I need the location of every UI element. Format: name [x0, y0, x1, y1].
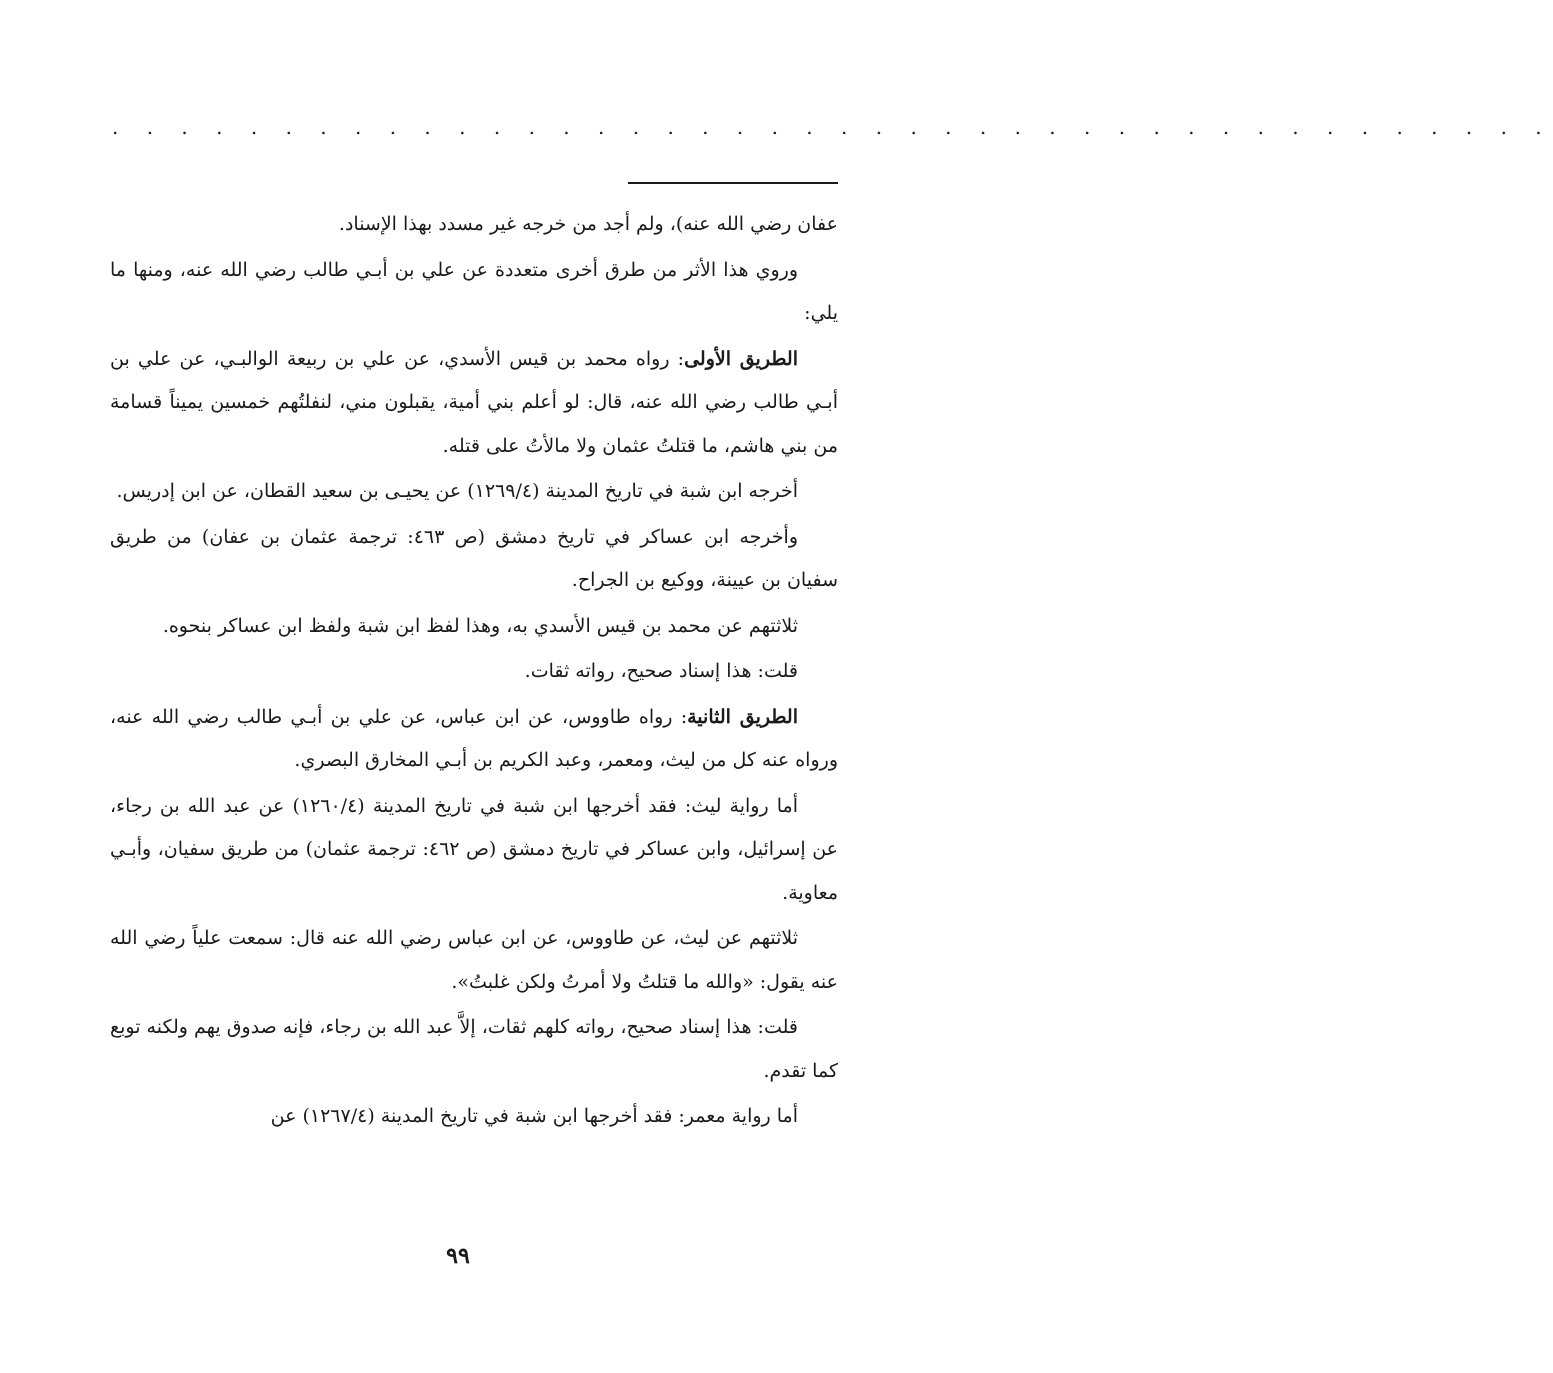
- paragraph: [110, 605, 838, 649]
- page-body: [110, 203, 838, 1141]
- paragraph: [110, 516, 838, 603]
- paragraph: [110, 1006, 838, 1093]
- footnote-rule: [628, 182, 838, 184]
- paragraph-text: ثلاثتهم عن محمد بن قيس الأسدي به، وهذا لفظ ابن شبة ولفظ ابن عساكر بنحوه.: [162, 614, 798, 637]
- paragraph-text: وروي هذا الأثر من طرق أخرى متعددة عن علي بن أبـي طالب رضي الله عنه، ومنها ما يلي:: [110, 258, 838, 324]
- section-heading: الطريق الأولى: [684, 347, 798, 370]
- paragraph-text: : رواه طاووس، عن ابن عباس، عن علي بن أبـي طالب رضي الله عنه، ورواه عنه كل من ليث، ومعمر، وعبد الكريم بن أبـي المخارق البصري.: [110, 705, 838, 771]
- paragraph: [110, 696, 838, 783]
- paragraph-text: ثلاثتهم عن ليث، عن طاووس، عن ابن عباس رضي الله عنه قال: سمعت علياً رضي الله عنه يقول: «والله ما قتلتُ ولا أمرتُ ولكن غلبتُ».: [110, 927, 838, 993]
- page-number: ٩٩: [446, 1243, 470, 1269]
- paragraph-text: أخرجه ابن شبة في تاريخ المدينة (١٢٦٩/٤) عن يحيـى بن سعيد القطان، عن ابن إدريس.: [116, 480, 798, 502]
- paragraph-text: أما رواية معمر: فقد أخرجها ابن شبة في تاريخ المدينة (١٢٦٧/٤) عن: [270, 1105, 798, 1127]
- paragraph-text: قلت: هذا إسناد صحيح، رواته ثقات.: [524, 660, 798, 682]
- paragraph-text: عفان رضي الله عنه)، ولم أجد من خرجه غير مسدد بهذا الإسناد.: [338, 213, 838, 235]
- paragraph-text: قلت: هذا إسناد صحيح، رواته كلهم ثقات، إلاَّ عبد الله بن رجاء، فإنه صدوق يهم ولكنه توبع كما تقدم.: [110, 1016, 838, 1082]
- paragraph: [110, 249, 838, 336]
- paragraph-text: : رواه محمد بن قيس الأسدي، عن علي بن ربيعة الوالبـي، عن علي بن أبـي طالب رضي الله عنه، قال: لو أعلم بني أمية، يقبلون مني، لنفلتُهم خمسين يميناً قسامة من بني هاشم، ما قتلتُ عثمان ولا مالأتُ على قتله.: [110, 347, 838, 457]
- paragraph: [110, 338, 838, 469]
- paragraph: [110, 785, 838, 916]
- paragraph: [110, 650, 838, 694]
- paragraph-text: وأخرجه ابن عساكر في تاريخ دمشق (ص ٤٦٣: ترجمة عثمان بن عفان) من طريق سفيان بن عيينة، ووكيع بن الجراح.: [110, 525, 838, 591]
- paragraph: [110, 1095, 838, 1139]
- paragraph: [110, 203, 838, 247]
- dotted-separator: . . . . . . . . . . . . . . . . . . . . . . . . . . . . . . . . . . . . . . . . . .: [112, 115, 1553, 139]
- paragraph: [110, 470, 838, 514]
- paragraph-text: أما رواية ليث: فقد أخرجها ابن شبة في تاريخ المدينة (١٢٦٠/٤) عن عبد الله بن رجاء، عن إسرائيل، وابن عساكر في تاريخ دمشق (ص ٤٦٢: ترجمة عثمان) من طريق سفيان، وأبـي معاوية.: [110, 794, 838, 904]
- paragraph: [110, 917, 838, 1004]
- section-heading: الطريق الثانية: [687, 705, 798, 728]
